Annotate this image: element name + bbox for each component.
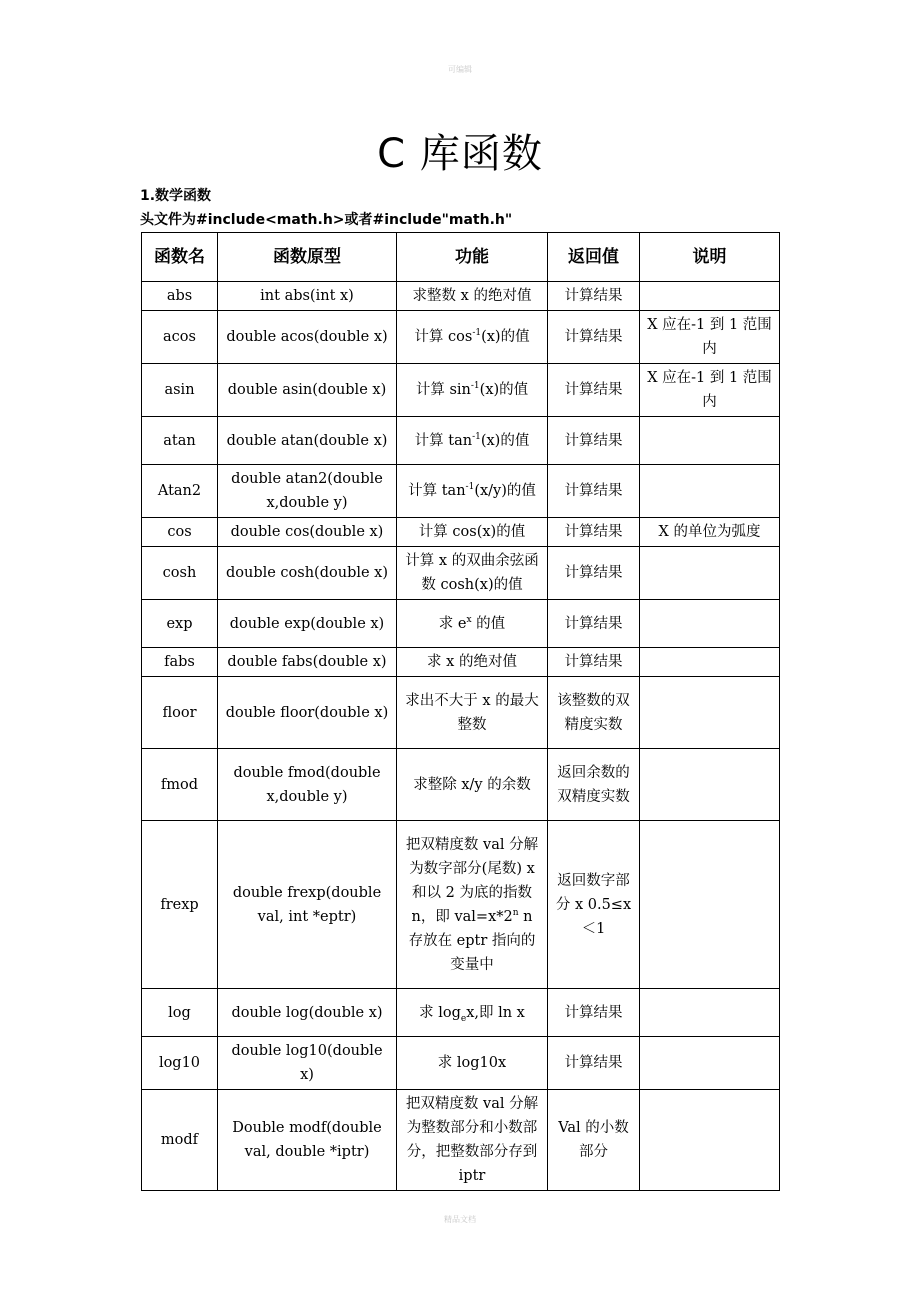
section-heading: 1.数学函数	[140, 188, 212, 204]
table-row	[142, 364, 780, 417]
cell-note	[640, 648, 780, 677]
function-superscript: -1	[465, 482, 475, 493]
function-text: (x/y)的值	[474, 483, 536, 499]
cell-function: 求 log10x	[397, 1037, 548, 1090]
cell-function: 计算 cos(x)的值	[397, 518, 548, 547]
table-row	[142, 282, 780, 311]
cell-note	[640, 677, 780, 749]
table-row	[142, 749, 780, 821]
cell-note	[640, 465, 780, 518]
cell-function	[397, 989, 548, 1037]
cell-return: 计算结果	[548, 518, 640, 547]
header-watermark: 可编辑	[448, 65, 472, 74]
cell-function	[397, 311, 548, 364]
cell-function: 求整除 x/y 的余数	[397, 749, 548, 821]
cell-prototype: Double modf(double val, double *iptr)	[218, 1090, 397, 1191]
table-row	[142, 465, 780, 518]
table-row	[142, 311, 780, 364]
cell-function: 计算 x 的双曲余弦函数 cosh(x)的值	[397, 547, 548, 600]
cell-return: 计算结果	[548, 364, 640, 417]
cell-return: 计算结果	[548, 311, 640, 364]
cell-prototype: double asin(double x)	[218, 364, 397, 417]
cell-prototype: double log10(double x)	[218, 1037, 397, 1090]
cell-prototype: double atan(double x)	[218, 417, 397, 465]
function-superscript: x	[466, 614, 472, 625]
function-text: 求 log	[419, 1004, 461, 1021]
cell-name: atan	[142, 417, 218, 465]
cell-function	[397, 364, 548, 417]
cell-note	[640, 282, 780, 311]
cell-function: 求出不大于 x 的最大整数	[397, 677, 548, 749]
cell-return: 计算结果	[548, 282, 640, 311]
cell-name: acos	[142, 311, 218, 364]
cell-note	[640, 417, 780, 465]
cell-note	[640, 600, 780, 648]
cell-function: 求 x 的绝对值	[397, 648, 548, 677]
table-row	[142, 1090, 780, 1191]
function-superscript: -1	[472, 431, 481, 442]
cell-return: 计算结果	[548, 1037, 640, 1090]
cell-name: exp	[142, 600, 218, 648]
function-text: 计算 sin	[415, 382, 471, 398]
function-text: 计算 cos	[414, 329, 473, 345]
cell-return: 计算结果	[548, 600, 640, 648]
cell-name: fabs	[142, 648, 218, 677]
cell-name: asin	[142, 364, 218, 417]
cell-return: 计算结果	[548, 648, 640, 677]
cell-function	[397, 600, 548, 648]
header-note: 说明	[640, 233, 780, 282]
table-row	[142, 600, 780, 648]
cell-return: Val 的小数部分	[548, 1090, 640, 1191]
cell-function	[397, 417, 548, 465]
function-text: (x)的值	[479, 382, 529, 398]
function-text: n 存放在 eptr 指向的变量中	[408, 908, 536, 973]
cell-prototype: double floor(double x)	[218, 677, 397, 749]
cell-note	[640, 989, 780, 1037]
cell-name: log10	[142, 1037, 218, 1090]
cell-function: 求整数 x 的绝对值	[397, 282, 548, 311]
cell-prototype: double frexp(double val, int *eptr)	[218, 821, 397, 989]
cell-note	[640, 547, 780, 600]
cell-function	[397, 821, 548, 989]
function-text: 计算 tan	[408, 483, 466, 499]
table-row	[142, 677, 780, 749]
table-row	[142, 547, 780, 600]
function-text: (x)的值	[481, 329, 530, 345]
cell-prototype: double log(double x)	[218, 989, 397, 1037]
table-row	[142, 989, 780, 1037]
cell-note	[640, 749, 780, 821]
header-function: 功能	[397, 233, 548, 282]
cell-name: frexp	[142, 821, 218, 989]
cell-return: 计算结果	[548, 989, 640, 1037]
cell-return: 计算结果	[548, 465, 640, 518]
table-row	[142, 417, 780, 465]
function-subscript: e	[460, 1013, 467, 1024]
table-header-row	[142, 233, 780, 282]
cell-name: floor	[142, 677, 218, 749]
cell-name: fmod	[142, 749, 218, 821]
function-text: 计算 tan	[414, 432, 473, 449]
function-text: 的值	[471, 615, 506, 632]
cell-note	[640, 821, 780, 989]
cell-prototype: double fmod(double x,double y)	[218, 749, 397, 821]
function-superscript: -1	[472, 328, 482, 339]
function-text: 求 e	[438, 615, 467, 632]
cell-prototype: int abs(int x)	[218, 282, 397, 311]
header-name: 函数名	[142, 233, 218, 282]
cell-note: X 应在-1 到 1 范围内	[640, 311, 780, 364]
cell-prototype: double cos(double x)	[218, 518, 397, 547]
cell-name: cos	[142, 518, 218, 547]
cell-function: 把双精度数 val 分解为整数部分和小数部分，把整数部分存到 iptr	[397, 1090, 548, 1191]
cell-name: Atan2	[142, 465, 218, 518]
table-row	[142, 821, 780, 989]
header-return: 返回值	[548, 233, 640, 282]
cell-prototype: double fabs(double x)	[218, 648, 397, 677]
cell-return: 返回数字部分 x 0.5≤x＜1	[548, 821, 640, 989]
cell-return: 该整数的双精度实数	[548, 677, 640, 749]
cell-prototype: double cosh(double x)	[218, 547, 397, 600]
cell-note	[640, 1037, 780, 1090]
table-row	[142, 1037, 780, 1090]
cell-return: 计算结果	[548, 547, 640, 600]
page-title: C 库函数	[377, 131, 543, 177]
footer-watermark: 精品文档	[444, 1215, 476, 1224]
cell-prototype: double exp(double x)	[218, 600, 397, 648]
cell-name: log	[142, 989, 218, 1037]
cell-prototype: double atan2(double x,double y)	[218, 465, 397, 518]
table-row	[142, 648, 780, 677]
function-text: (x)的值	[480, 432, 530, 449]
table-row	[142, 518, 780, 547]
cell-prototype: double acos(double x)	[218, 311, 397, 364]
cell-name: modf	[142, 1090, 218, 1191]
cell-note	[640, 1090, 780, 1191]
cell-name: abs	[142, 282, 218, 311]
cell-function	[397, 465, 548, 518]
cell-note: X 应在-1 到 1 范围内	[640, 364, 780, 417]
function-superscript: n	[512, 907, 519, 918]
include-line: 头文件为#include<math.h>或者#include"math.h"	[140, 212, 513, 228]
function-text: x,即 ln x	[466, 1004, 525, 1021]
function-superscript: -1	[470, 381, 480, 392]
cell-note: X 的单位为弧度	[640, 518, 780, 547]
function-table	[141, 232, 780, 1191]
cell-return: 返回余数的双精度实数	[548, 749, 640, 821]
function-text: 把双精度数 val 分解为数字部分(尾数) x 和以 2 为底的指数 n，即 val=x*2	[405, 836, 539, 925]
cell-name: cosh	[142, 547, 218, 600]
header-prototype: 函数原型	[218, 233, 397, 282]
cell-return: 计算结果	[548, 417, 640, 465]
